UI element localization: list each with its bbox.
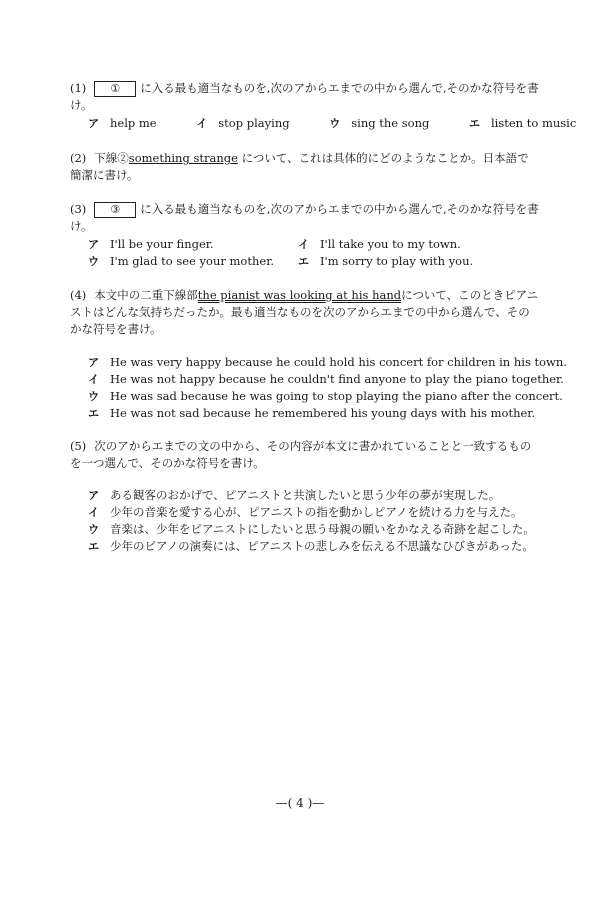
option-text: He was not happy because he couldn't find anyone to play the piano together. [110,372,564,386]
question-text: に入る最も適当なものを,次のアからエまでの中から選んで,そのかな符号を書け。 [70,202,539,233]
option-text: He was not sad because he remembered his young days with his mother. [110,406,536,420]
question-text: 次のアからエまでの文の中から、その内容が本文に書かれていることと一致するものを一つ選んで、そのかな符号を書け。 [70,439,532,470]
option-key: ウ [329,117,341,130]
double-underlined-phrase: the pianist was looking at his hand [197,288,402,302]
option-text: 音楽は、少年をピアニストにしたいと思う母親の願いをかなえる奇跡を起こした。 [110,522,535,536]
option-text: 少年のピアノの演奏には、ピアニストの悲しみを伝える不思議なひびきがあった。 [110,539,534,553]
blank-box: ③ [94,202,136,218]
question-5 [70,438,540,472]
question-number: (1) [70,81,87,95]
question-text: について、これは具体的にどのようなことか。日本語で簡潔に書け。 [70,151,529,182]
option-text: sing the song [351,116,430,130]
page-number: —( 4 )— [275,796,325,810]
question-pre: 本文中の二重下線部 [94,288,198,302]
option-key: イ [88,373,99,386]
option-key: ウ [88,523,99,536]
options-grid [88,236,528,270]
question-number: (2) [70,151,87,165]
question-2 [70,150,540,184]
question-number: (5) [70,439,87,453]
option-text: I'm glad to see your mother. [110,254,275,268]
option-text: listen to music [491,116,577,130]
option-b [88,504,523,521]
question-text: に入る最も適当なものを,次のアからエまでの中から選んで,そのかな符号を書け。 [70,81,539,112]
question-number: (4) [70,288,87,302]
option-text: stop playing [218,116,290,130]
option-text: I'll take you to my town. [320,237,461,251]
option-key: イ [88,506,99,519]
option-text: help me [110,116,157,130]
option-text: I'll be your finger. [110,237,214,251]
question-text: について、このときピアニストはどんな気持ちだったか。最も適当なものを次のアからエまでの中から選んで、そのかな符号を書け。 [70,288,539,336]
option-key: ア [88,489,99,502]
option-c [88,521,535,538]
option-d [88,538,534,555]
option-key: エ [298,255,309,268]
option-key: エ [88,540,99,553]
option-text: 少年の音楽を愛する心が、ピアニストの指を動かしピアノを続ける力を与えた。 [110,505,523,519]
option-text: He was very happy because he could hold his concert for children in his town. [110,355,567,369]
question-1 [70,80,540,114]
options-row [88,115,576,132]
option-key: イ [196,117,208,130]
option-key: ウ [88,390,99,403]
option-a [88,354,567,371]
option-key: ア [88,356,99,369]
question-number: (3) [70,202,87,216]
option-key: ウ [88,255,99,268]
question-4 [70,287,540,338]
blank-box: ① [94,81,136,97]
option-b [88,371,564,388]
option-a [88,487,500,504]
option-d [88,405,535,422]
question-pre: 下線② [94,151,129,165]
option-c [88,388,563,405]
option-key: ア [88,117,99,130]
option-text: He was sad because he was going to stop playing the piano after the concert. [110,389,563,403]
option-key: エ [88,407,99,420]
underlined-phrase: something strange [128,151,238,165]
option-text: ある観客のおかげで、ピアニストと共演したいと思う少年の夢が実現した。 [110,488,501,502]
option-text: I'm sorry to play with you. [320,254,474,268]
option-key: ア [88,238,99,251]
question-3 [70,201,540,235]
option-key: イ [298,238,309,251]
option-key: エ [469,117,480,130]
